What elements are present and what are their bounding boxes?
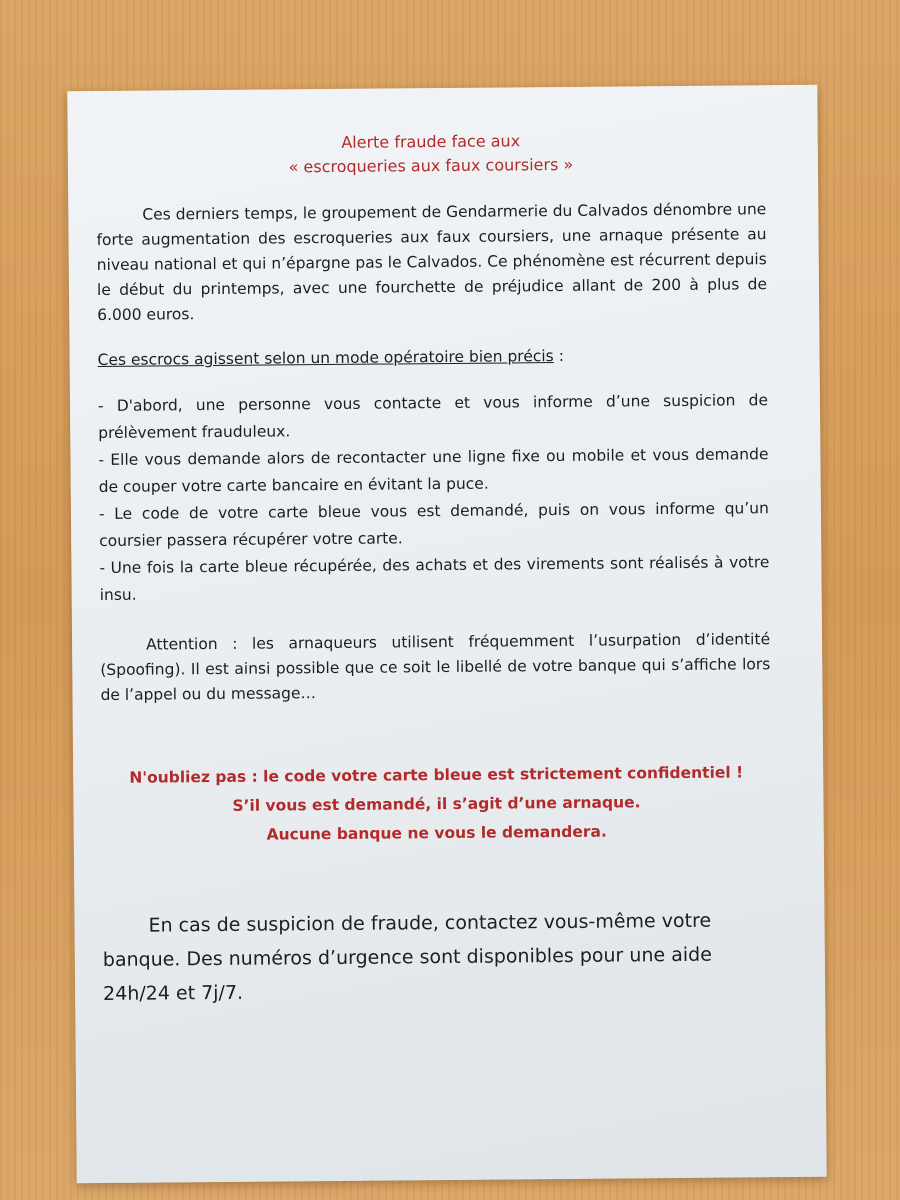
title-line-2: « escroqueries aux faux coursiers »	[288, 154, 574, 177]
closing-paragraph: En cas de suspicion de fraude, contactez vous-même votre banque. Des numéros d’urgence sont disponibles pour une aide 24h/24 et 7j/7.	[102, 909, 712, 1006]
modus-heading-text: Ces escrocs agissent selon un mode opératoire bien précis	[97, 347, 554, 370]
flyer-sheet	[67, 85, 827, 1184]
scam-step: - Le code de votre carte bleue vous est demandé, puis on vous informe qu’un coursier passera récupérer votre carte.	[98, 499, 769, 551]
warning-line-2: S’il vous est demandé, il s’agit d’une arnaque.	[232, 793, 641, 815]
scam-step: - D'abord, une personne vous contacte et vous informe d’une suspicion de prélèvement frauduleux.	[97, 391, 769, 443]
intro-paragraph: Ces derniers temps, le groupement de Gendarmerie du Calvados dénombre une forte augmentation des escroqueries aux faux coursiers, une arnaque présente au niveau national et qui n’épargne pas le Calvados. Ce phénomène est récurrent depuis le début du printemps, avec une fourchette de préjudice allant de 200 à plus de 6.000 euros.	[96, 200, 768, 325]
modus-heading-suffix: :	[553, 346, 564, 366]
warning-line-3: Aucune banque ne vous le demandera.	[266, 822, 607, 844]
scam-step: - Elle vous demande alors de recontacter une ligne fixe ou mobile et vous demande de couper votre carte bancaire en évitant la puce.	[98, 445, 769, 497]
attention-paragraph: Attention : les arnaqueurs utilisent fréquemment l’usurpation d’identité (Spoofing). Il est ainsi possible que ce soit le libellé de votre banque qui s’affiche lors de l’appel ou du message…	[100, 630, 771, 705]
warning-line-1: N'oubliez pas : le code votre carte bleue est strictement confidentiel !	[129, 763, 744, 787]
title-line-1: Alerte fraude face aux	[341, 131, 521, 152]
warning-block	[101, 758, 772, 851]
scam-step: - Une fois la carte bleue récupérée, des achats et des virements sont réalisés à votre insu.	[99, 553, 770, 605]
scam-steps-list	[98, 387, 770, 609]
flyer-content	[96, 127, 774, 1030]
flyer-title	[96, 127, 766, 181]
modus-operandi-heading	[97, 342, 767, 373]
